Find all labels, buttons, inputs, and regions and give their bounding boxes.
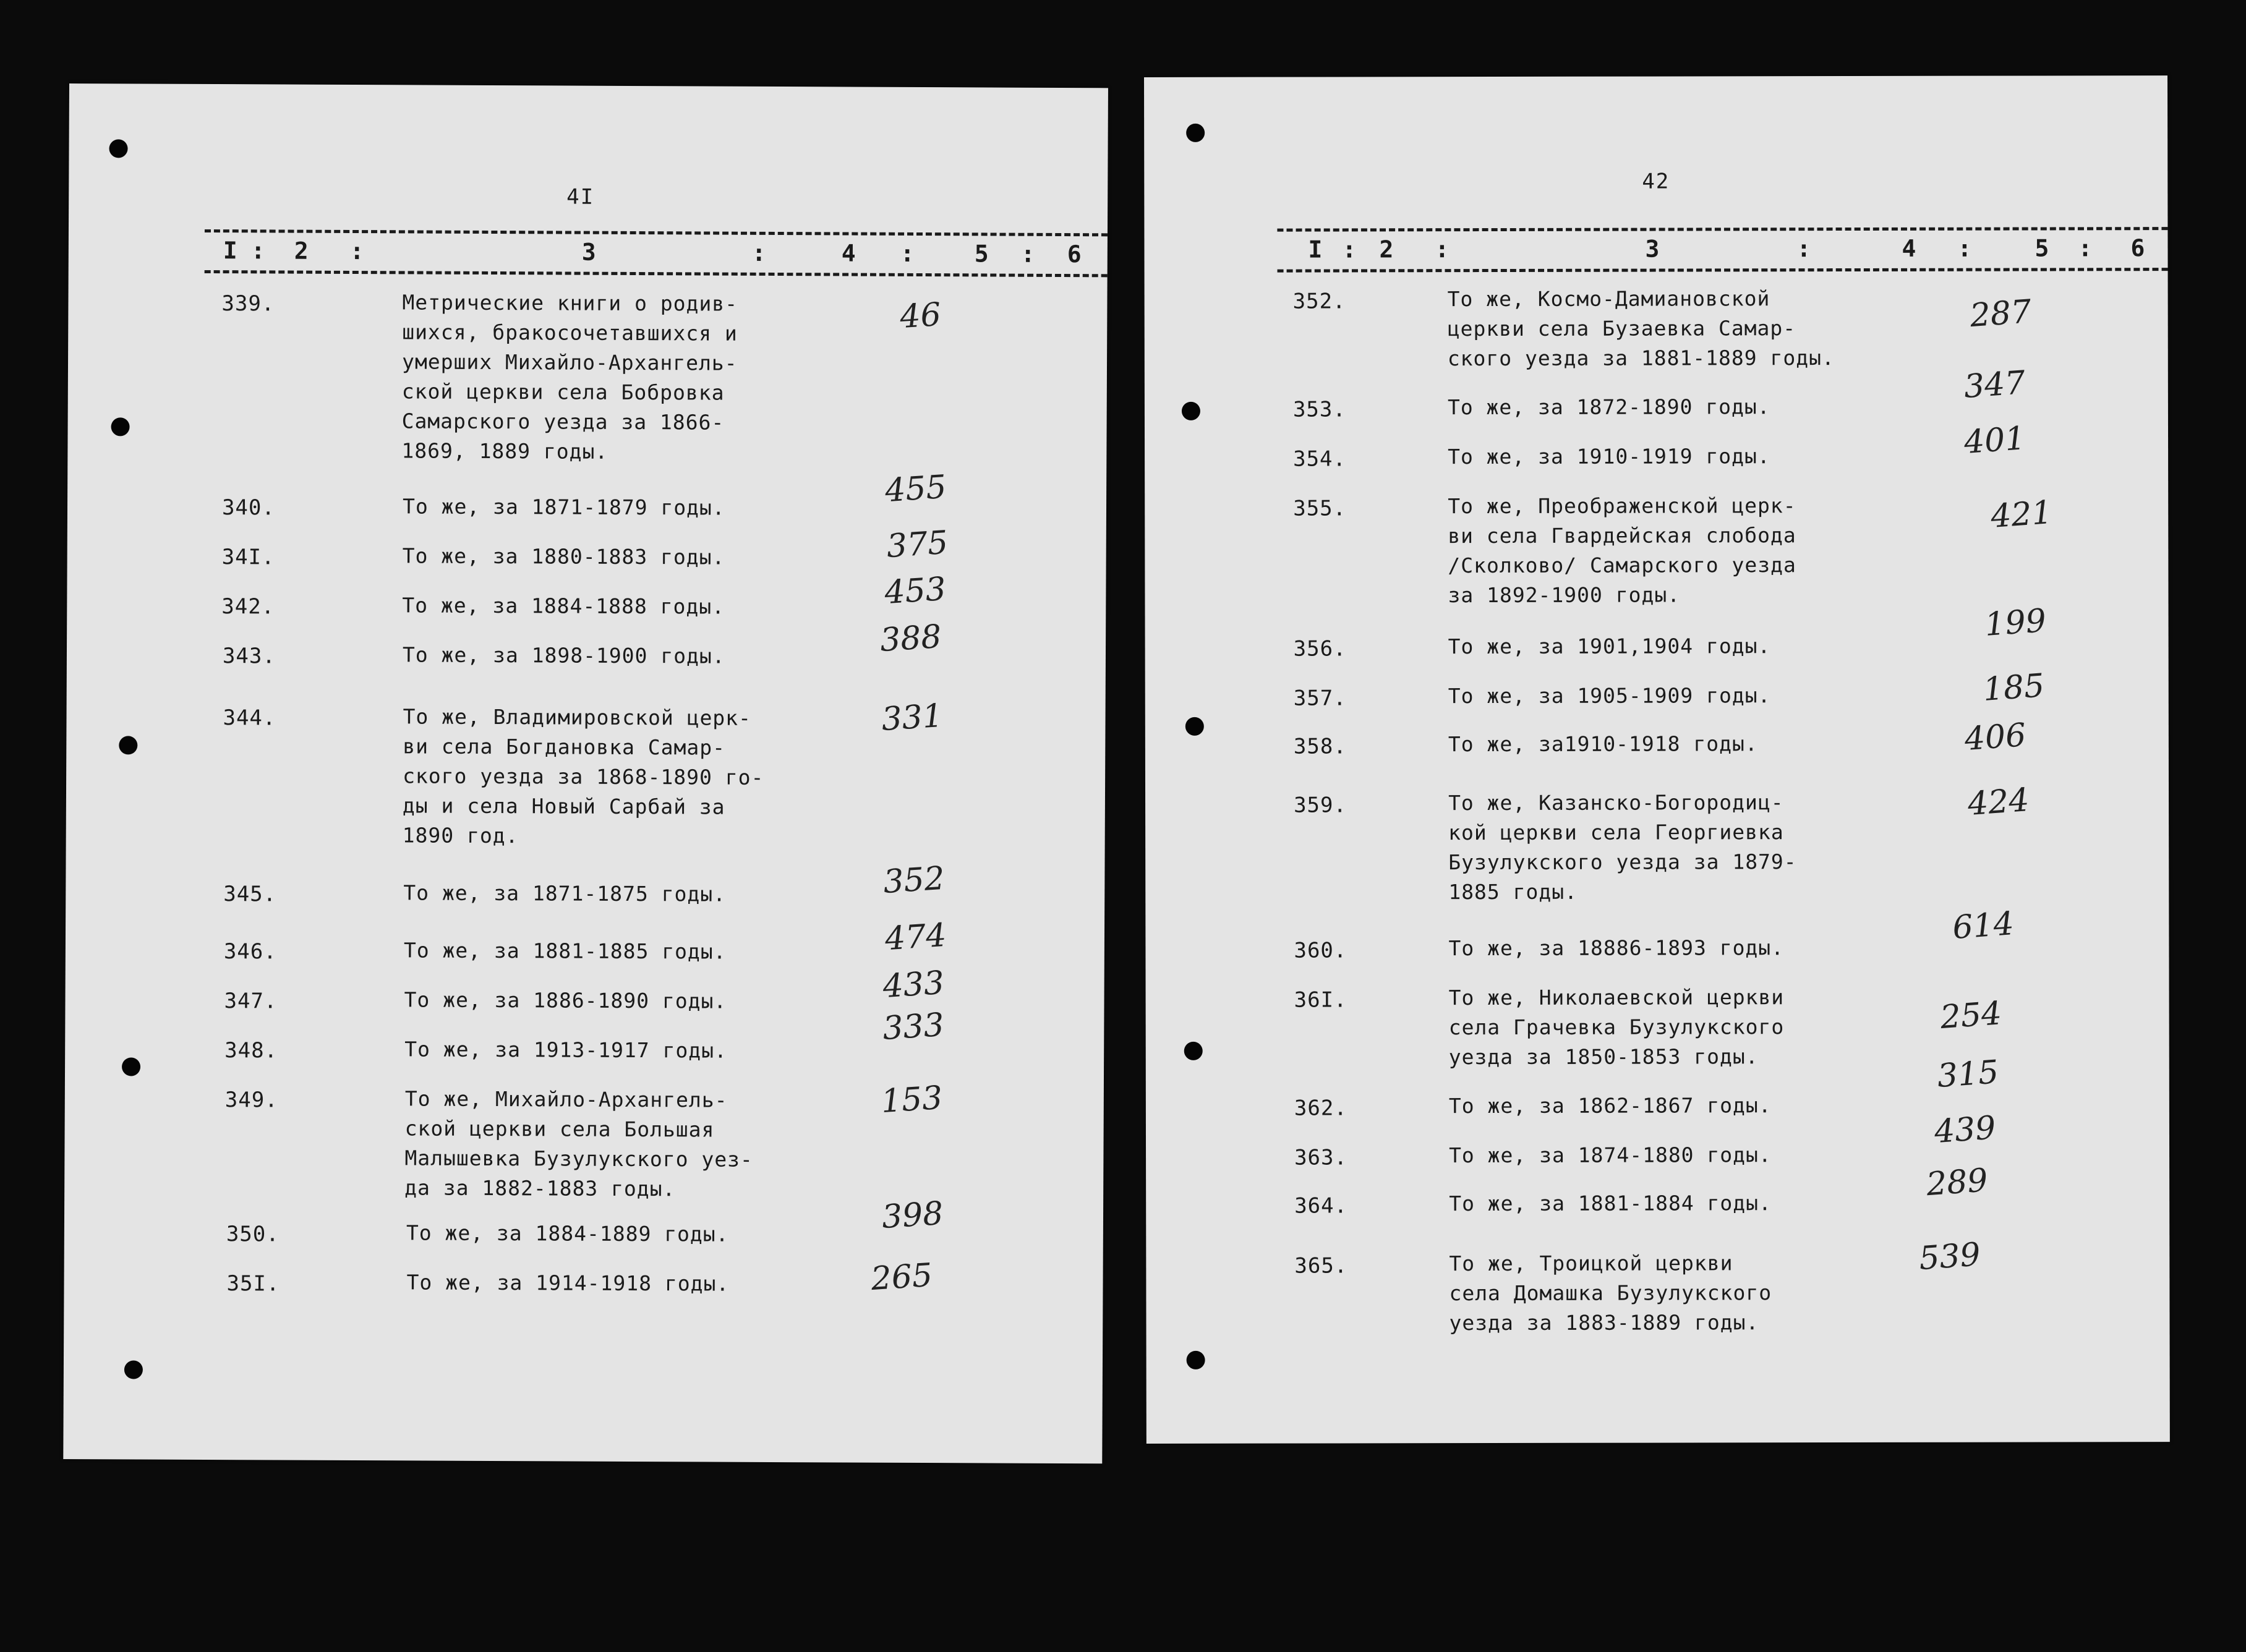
column-separator: : xyxy=(751,239,766,266)
column-header xyxy=(1277,227,2167,272)
row-value: 474 xyxy=(884,916,948,958)
document-page-left xyxy=(63,83,1108,1463)
row-number: 345. xyxy=(223,882,277,907)
punch-hole xyxy=(109,139,127,158)
row-value: 453 xyxy=(883,570,947,612)
row-number: 346. xyxy=(223,939,277,964)
row-value: 331 xyxy=(880,697,944,739)
row-description: То же, за 18886-1893 годы. xyxy=(1448,935,1785,961)
punch-hole xyxy=(119,736,137,754)
column-head: 3 xyxy=(581,238,596,266)
column-separator: : xyxy=(1435,236,1450,263)
punch-hole xyxy=(111,417,130,436)
column-separator: : xyxy=(1342,236,1357,263)
header-rule-bottom xyxy=(1278,268,2168,273)
row-description: То же, Преображенской церк- ви села Гвардейская слобода /Сколково/ Самарского уезда за 1892-1900 годы. xyxy=(1448,493,1796,608)
punch-hole xyxy=(1185,717,1204,736)
column-head: 2 xyxy=(294,237,309,265)
column-separator: : xyxy=(349,237,364,265)
row-number: 352. xyxy=(1292,289,1346,314)
row-description: То же, за 1881-1884 годы. xyxy=(1449,1191,1772,1216)
row-value: 199 xyxy=(1983,602,2047,644)
row-value: 347 xyxy=(1962,364,2027,406)
row-value: 315 xyxy=(1936,1054,2000,1096)
row-value: 424 xyxy=(1966,781,2031,824)
row-number: 344. xyxy=(223,705,276,731)
row-value: 185 xyxy=(1981,667,2046,709)
row-description: То же, за 1913-1917 годы. xyxy=(404,1037,727,1063)
punch-hole xyxy=(1186,124,1205,142)
row-number: 340. xyxy=(221,495,275,521)
row-description: То же, за 1910-1919 годы. xyxy=(1448,444,1770,469)
row-value: 455 xyxy=(884,468,948,510)
row-description: То же, за 1872-1890 годы. xyxy=(1447,394,1770,420)
row-number: 353. xyxy=(1292,397,1346,422)
row-number: 350. xyxy=(226,1222,280,1247)
row-number: 36I. xyxy=(1294,987,1347,1013)
row-value: 375 xyxy=(885,524,949,566)
row-value: 333 xyxy=(881,1006,946,1048)
row-description: То же, за 1881-1885 годы. xyxy=(403,938,727,964)
row-description: То же, за 1884-1888 годы. xyxy=(402,593,725,619)
document-page-right xyxy=(1144,75,2170,1444)
row-number: 348. xyxy=(224,1038,278,1063)
row-number: 355. xyxy=(1293,496,1347,521)
row-description: То же, за 1880-1883 годы. xyxy=(402,543,725,569)
row-number: 342. xyxy=(221,594,275,620)
row-description: То же, Казанско-Богородиц- кой церкви села Георгиевка Бузулукского уезда за 1879- 1885 годы. xyxy=(1448,790,1797,905)
row-description: То же, за 1884-1889 годы. xyxy=(406,1220,729,1246)
header-rule-top xyxy=(205,229,1108,236)
column-separator: : xyxy=(2078,234,2093,262)
column-head: 5 xyxy=(2035,234,2049,262)
column-separator: : xyxy=(1796,235,1811,263)
row-number: 354. xyxy=(1293,446,1347,472)
row-value: 401 xyxy=(1963,420,2027,462)
row-number: 358. xyxy=(1293,734,1347,759)
row-value: 46 xyxy=(899,296,942,336)
row-number: 34I. xyxy=(221,545,275,570)
punch-hole xyxy=(1184,1042,1203,1060)
column-head: I xyxy=(223,237,237,265)
row-value: 289 xyxy=(1925,1162,1989,1204)
column-separator: : xyxy=(250,237,265,265)
page-number: 42 xyxy=(1642,169,1670,194)
row-number: 347. xyxy=(224,989,278,1014)
row-number: 357. xyxy=(1293,686,1347,711)
row-number: 360. xyxy=(1294,938,1347,963)
row-value: 398 xyxy=(881,1194,945,1237)
punch-hole xyxy=(1182,402,1200,420)
row-value: 614 xyxy=(1951,905,2015,947)
row-value: 388 xyxy=(879,618,943,660)
column-separator: : xyxy=(1020,240,1035,268)
column-separator: : xyxy=(900,239,915,267)
row-description: То же, Владимировской церк- ви села Богдановка Самар- ского уезда за 1868-1890 го- ды и села Новый Сарбай за 1890 год. xyxy=(402,704,764,848)
column-header xyxy=(205,229,1108,276)
row-number: 365. xyxy=(1294,1253,1348,1279)
punch-hole xyxy=(122,1057,140,1076)
column-head: 5 xyxy=(974,240,989,268)
column-head: 3 xyxy=(1645,235,1660,263)
row-description: То же, за 1871-1879 годы. xyxy=(402,494,725,520)
header-rule-top xyxy=(1277,227,2167,232)
row-value: 352 xyxy=(882,859,946,901)
page-number: 4I xyxy=(566,184,595,210)
row-number: 364. xyxy=(1294,1193,1348,1219)
row-number: 349. xyxy=(224,1088,278,1113)
row-description: То же, за 1898-1900 годы. xyxy=(402,642,725,668)
row-number: 339. xyxy=(221,291,275,317)
row-number: 343. xyxy=(222,644,276,669)
column-head: I xyxy=(1308,236,1323,263)
row-description: То же, за 1874-1880 годы. xyxy=(1449,1143,1772,1168)
row-description: То же, Михайло-Архангель- ской церкви села Большая Малышевка Бузулукского уез- да за 1882-1883 годы. xyxy=(404,1086,753,1201)
column-separator: : xyxy=(1957,234,1972,262)
row-description: То же, за 1862-1867 годы. xyxy=(1448,1093,1772,1118)
row-value: 265 xyxy=(869,1256,934,1298)
column-head: 4 xyxy=(841,239,856,267)
punch-hole xyxy=(124,1360,143,1379)
row-description: То же, за 1886-1890 годы. xyxy=(404,987,727,1013)
row-description: Метрические книги о родив- шихся, бракосочетавшихся и умерших Михайло-Архангель- ской церкви села Бобровка Самарского уезда за 1866- 1869, 1889 годы. xyxy=(401,290,738,464)
row-number: 35I. xyxy=(226,1271,280,1296)
row-description: То же, Троицкой церкви села Домашка Бузулукского уезда за 1883-1889 годы. xyxy=(1449,1251,1772,1335)
row-description: То же, за 1914-1918 годы. xyxy=(406,1270,730,1296)
column-head: 4 xyxy=(1902,234,1916,262)
row-description: То же, за 1871-1875 годы. xyxy=(403,880,727,906)
row-description: То же, Николаевской церкви села Грачевка Бузулукского уезда за 1850-1853 годы. xyxy=(1448,985,1785,1070)
column-head: 6 xyxy=(2130,234,2145,262)
row-description: То же, Космо-Дамиановской церкви села Бузаевка Самар- ского уезда за 1881-1889 годы. xyxy=(1447,286,1835,371)
row-value: 439 xyxy=(1932,1109,1997,1151)
header-rule-bottom xyxy=(205,270,1108,277)
row-description: То же, за1910-1918 годы. xyxy=(1448,731,1758,757)
row-value: 153 xyxy=(879,1079,944,1121)
row-number: 363. xyxy=(1294,1145,1347,1170)
row-number: 362. xyxy=(1294,1096,1347,1121)
punch-hole xyxy=(1187,1351,1205,1369)
row-description: То же, за 1905-1909 годы. xyxy=(1448,683,1771,709)
row-value: 254 xyxy=(1939,995,2003,1037)
row-value: 433 xyxy=(881,964,946,1006)
row-number: 356. xyxy=(1293,636,1347,662)
column-head: 6 xyxy=(1067,241,1082,268)
row-value: 421 xyxy=(1989,494,2054,535)
row-description: То же, за 1901,1904 годы. xyxy=(1448,634,1771,659)
row-value: 287 xyxy=(1968,293,2033,335)
row-value: 539 xyxy=(1918,1236,1982,1278)
column-head: 2 xyxy=(1379,236,1394,263)
row-number: 359. xyxy=(1294,793,1347,818)
row-value: 406 xyxy=(1963,717,2028,759)
